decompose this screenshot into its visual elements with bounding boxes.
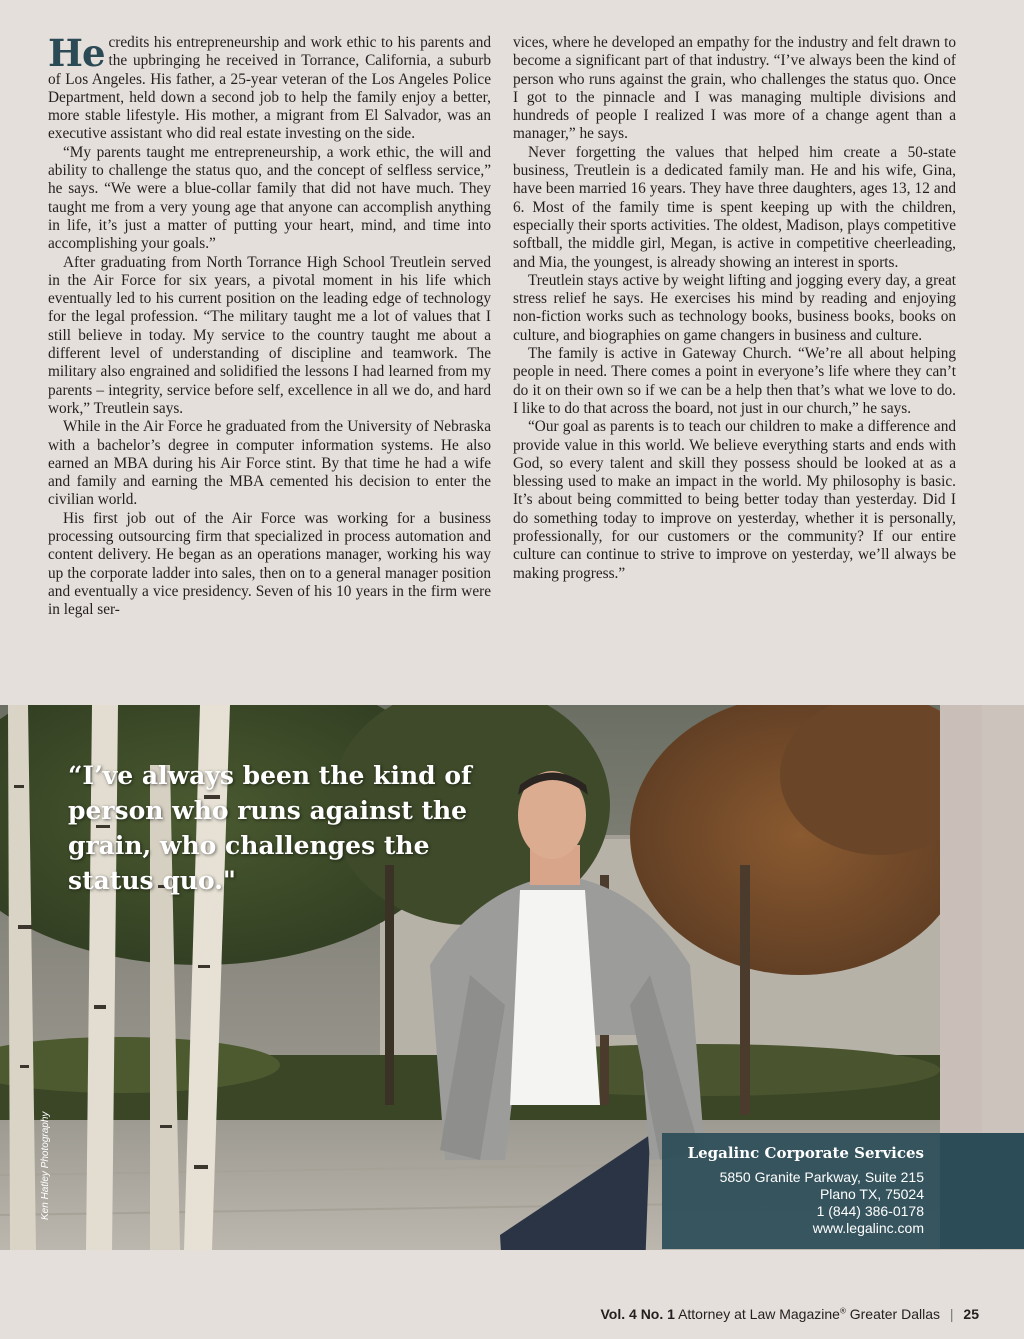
paragraph: The family is active in Gateway Church. “We’re all about helping people in need. There comes a point in everyone’s life where they can’t do it on their own so if we can be a help then that’s what we love to do. I like to do that across the board, not just in our church,” he says. — [513, 345, 956, 417]
paragraph: Treutlein stays active by weight lifting and jogging every day, a great stress relief he says. He exercises his mind by reading and enjoying non-fiction works such as technology books, business books, books on culture, and biographies on game changers in business and culture. — [513, 271, 956, 344]
contact-info — [662, 1143, 924, 1237]
column-left — [48, 31, 491, 664]
company-name: Legalinc Corporate Services — [687, 1144, 924, 1162]
paragraph: His first job out of the Air Force was working for a business processing outsourcing firm that specialized in process automation and content delivery. He began as an operations manager, working his way up the corporate ladder into sales, then on to a general manager position and eventually a vice presidency. Seven of his 10 years in the firm were in legal ser- — [48, 509, 491, 619]
paragraph-text: credits his entrepreneurship and work ethic to his parents and the upbringing he received in Torrance, California, a suburb of Los Angeles. His father, a 25-year veteran of the Los Angeles Police Department, held down a second job to help the family enjoy a better, more stable lifestyle. His mother, a migrant from El Salvador, was an executive assistant who did real estate investing on the side. — [48, 34, 491, 143]
column-right — [513, 34, 956, 664]
article-body — [48, 31, 956, 664]
website-link[interactable]: www.legalinc.com — [812, 1220, 924, 1236]
paragraph: After graduating from North Torrance High School Treutlein served in the Air Force for six years, a pivotal moment in his life which eventually led to his current position on the leading edge of technology for the legal profession. “The military taught me a lot of values that I still believe in today. My service to the country taught me about a different level of understanding of discipline and teamwork. The military also engrained and solidified the lessons I had learned from my parents – integrity, service before self, excellence in all we do, and hard work,” Treutlein says. — [48, 253, 491, 417]
pull-quote: “I’ve always been the kind of person who runs against the grain, who challenges the status quo." — [68, 761, 472, 895]
paragraph: Never forgetting the values that helped him create a 50-state business, Treutlein is a dedicated family man. He and his wife, Gina, have been married 16 years. They have three daughters, ages 13, 12 and 6. Most of the family time is spent keeping up with the children, especially their sports activities. The oldest, Madison, plays competitive softball, the middle girl, Megan, is active in competitive cheerleading, and Mia, the youngest, is already showing an interest in sports. — [513, 143, 956, 271]
contact-info-box — [662, 1133, 1024, 1249]
paragraph: While in the Air Force he graduated from the University of Nebraska with a bachelor’s degree in computer information systems. He also earned an MBA during his Air Force stint. By that time he had a wife and family and earning the MBA cemented his decision to enter the civilian world. — [48, 418, 491, 509]
address-line-2: Plano TX, 75024 — [819, 1186, 924, 1202]
paragraph — [48, 31, 491, 144]
page-number: 25 — [963, 1306, 979, 1322]
footer-separator: | — [949, 1306, 954, 1322]
drop-cap: He — [48, 31, 105, 75]
paragraph: “My parents taught me entrepreneurship, a work ethic, the will and ability to challenge the status quo, and the concept of selfless service,” he says. “We were a blue-collar family that did not have much. They taught me from a very young age that anyone can accomplish anything in life, it’s just a matter of putting your heart, mind, and time into accomplishing your goals.” — [48, 143, 491, 253]
photo-credit: Ken Hatley Photography — [40, 1111, 51, 1220]
magazine-name: Attorney at Law Magazine — [678, 1306, 840, 1322]
page-footer — [601, 1306, 980, 1322]
address-line-1: 5850 Granite Parkway, Suite 215 — [719, 1169, 924, 1185]
paragraph: vices, where he developed an empathy for the industry and felt drawn to become a significant part of that industry. “I’ve always been the kind of person who runs against the grain, who challenges the status quo. Once I got to the pinnacle and I was managing multiple divisions and hundreds of people I realized I was more of a change agent than a manager,” he says. — [513, 34, 956, 143]
volume-number: Vol. 4 No. 1 — [600, 1306, 675, 1322]
phone-number: 1 (844) 386-0178 — [816, 1203, 924, 1219]
paragraph: “Our goal as parents is to teach our children to make a difference and provide value in this world. We believe everything starts and ends with God, so every talent and skill they possess should be looked at as a blessing used to make an impact in the world. My philosophy is basic. It’s about being committed to being better today than yesterday. Did I do something today to improve on yesterday, whether it is personally, professionally, for our customers or the community? If our entire culture can continue to strive to improve on yesterday, we’ll always be making progress.” — [513, 418, 956, 582]
trademark-symbol: ® — [839, 1306, 846, 1316]
region-name: Greater Dallas — [849, 1306, 940, 1322]
